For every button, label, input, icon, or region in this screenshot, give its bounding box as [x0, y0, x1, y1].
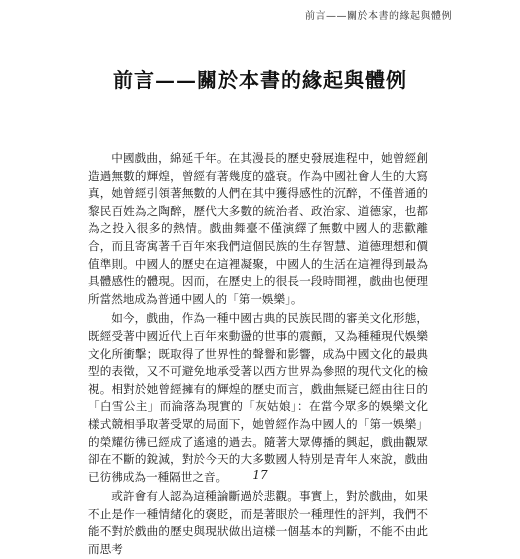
chapter-title: 前言——關於本書的緣起與體例 [113, 68, 407, 92]
paragraph: 中國戲曲，綿延千年。在其漫長的歷史發展進程中，她曾經創造過無數的輝煌，曾經有著幾度的盛衰。作為中國社會人生的大寫真，她曾經引領著無數的人們在其中獲得感性的沉醉，不僅普通的黎民百姓為之陶醉，歷代大多數的統治者、政治家、道德家，也都為之投入很多的熱情。戲曲舞臺不僅演繹了無數中國人的悲歡離合，而且寄寓著千百年來我們這個民族的生存智慧、道德理想和價值準則。中國人的歷史在這裡凝聚，中國人的生活在這裡得到最為具體感性的體現。因而，在歷史上的很長一段時間裡，戲曲也便理所當然地成為普通中國人的「第一娛樂」。 [88, 151, 428, 306]
running-header: 前言——關於本書的緣起與體例 [305, 11, 452, 22]
paragraph: 如今，戲曲，作為一種中國古典的民族民間的審美文化形態，既經受著中國近代上百年來動盪的世事的震顫，又為種種現代娛樂文化所衝擊；既取得了世界性的聲譽和影響，成為中國文化的最典型的表徵，又不可避免地承受著以西方世界為參照的現代文化的檢視。相對於她曾經擁有的輝煌的歷史而言，戲曲無疑已經由往日的「白雪公主」而淪落為現實的「灰姑娘」：在當今眾多的娛樂文化樣式競相爭取著受眾的局面下，她曾經作為中國人的「第一娛樂」的榮耀彷彿已經成了遙遠的過去。隨著大眾傳播的興起，戲曲觀眾卻在不斷的銳減，對於今天的大多數國人特別是青年人來說，戲曲已彷彿成為一種隔世之音。 [88, 311, 428, 484]
page-number: 17 [252, 468, 268, 482]
body-text [88, 150, 428, 559]
paragraph: 或許會有人認為這種論斷過於悲觀。事實上，對於戲曲，如果不止是作一種情緒化的褒貶，而是著眼於一種理性的評判，我們不能不對於戲曲的歷史與現狀做出這樣一個基本的判斷，不能不由此而思考 [88, 489, 428, 557]
